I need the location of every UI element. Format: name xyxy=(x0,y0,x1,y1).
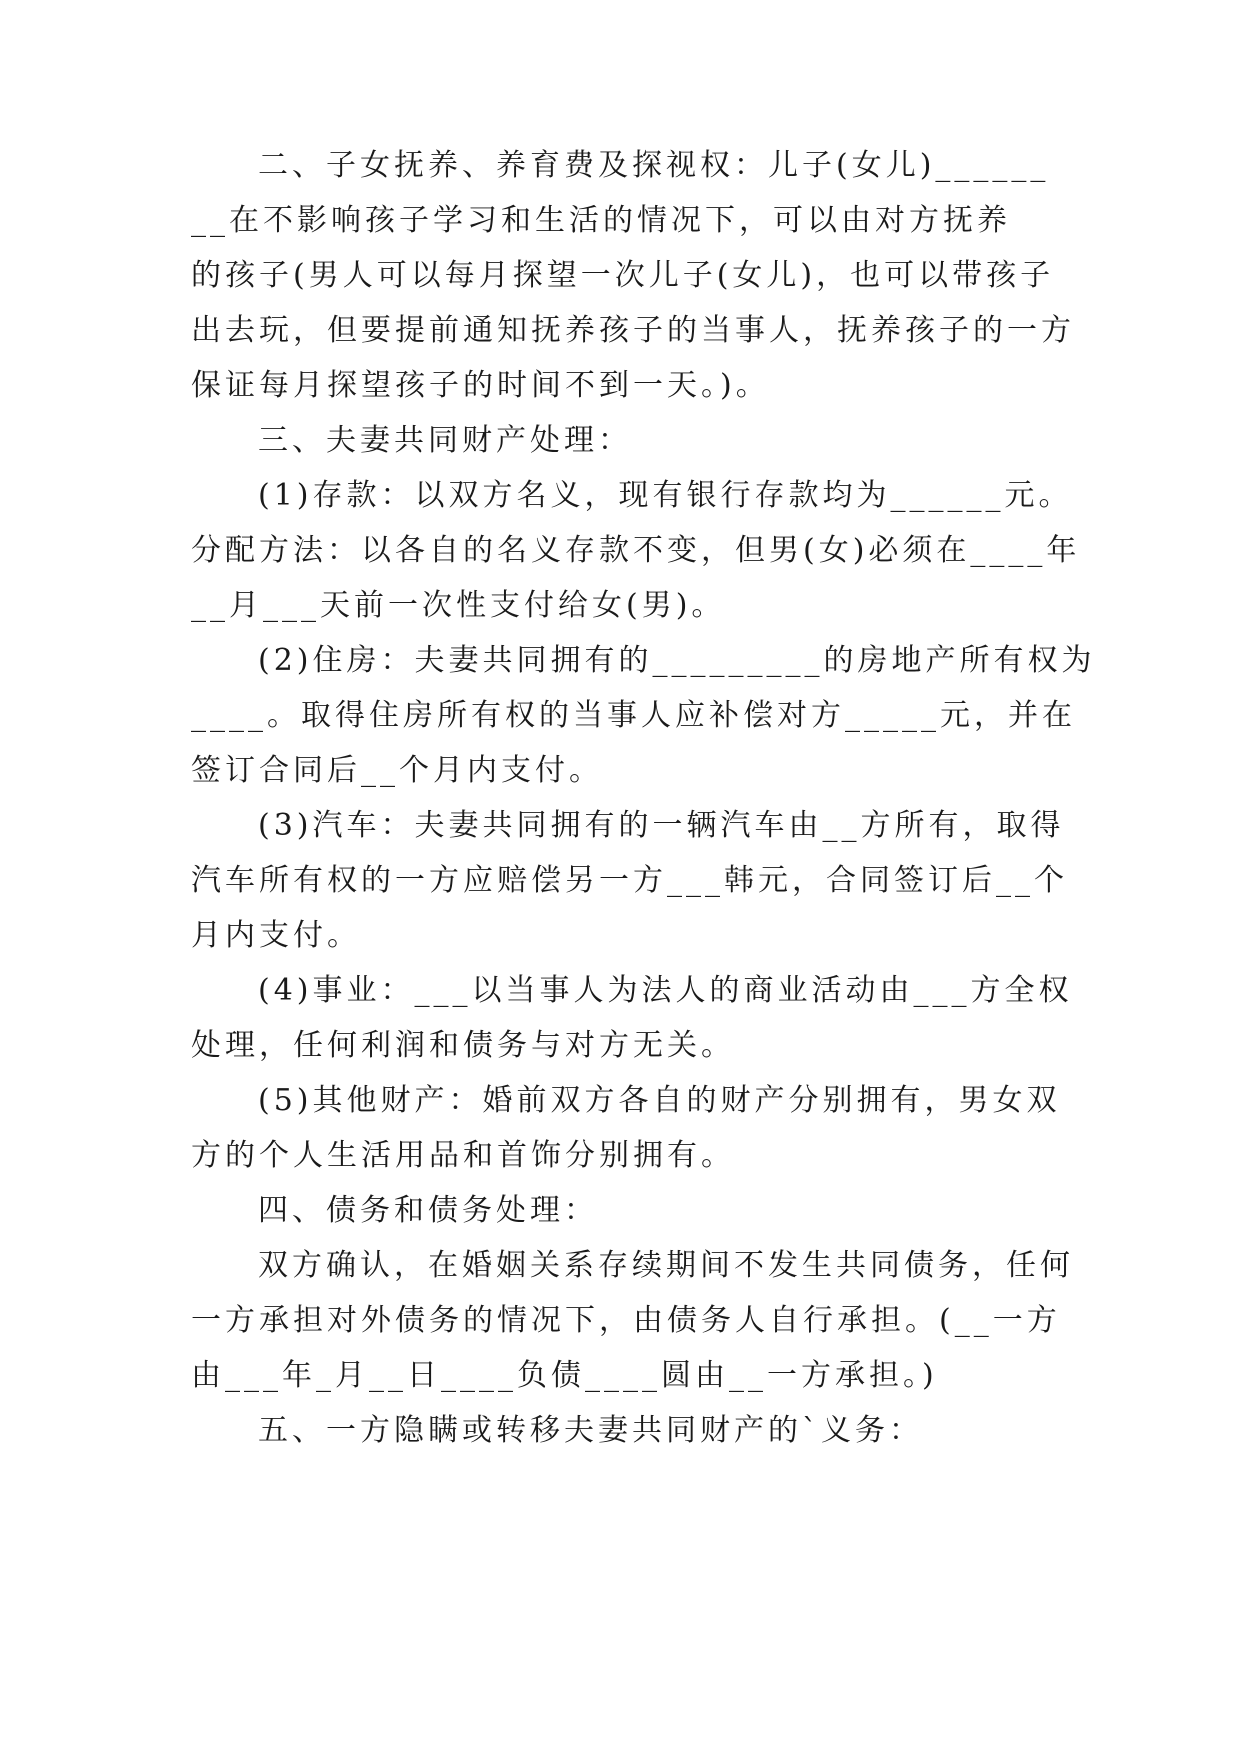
paragraph-line: 汽车所有权的一方应赔偿另一方___韩元，合同签订后__个 xyxy=(191,863,1068,898)
paragraph-line: 由___年_月__日____负债____圆由__一方承担。) xyxy=(191,1358,938,1393)
paragraph-line: (1)存款：以双方名义，现有银行存款均为______元。 xyxy=(258,478,1073,513)
paragraph-line: 一方承担对外债务的情况下，由债务人自行承担。(__一方 xyxy=(191,1303,1061,1338)
paragraph-line: (3)汽车：夫妻共同拥有的一辆汽车由__方所有，取得 xyxy=(258,808,1065,843)
paragraph-line: 方的个人生活用品和首饰分别拥有。 xyxy=(191,1138,735,1173)
paragraph-line: 保证每月探望孩子的时间不到一天。)。 xyxy=(191,368,770,403)
paragraph-line: (2)住房：夫妻共同拥有的_________的房地产所有权为 xyxy=(258,643,1096,678)
paragraph-line: 分配方法：以各自的名义存款不变，但男(女)必须在____年 xyxy=(191,533,1081,568)
paragraph-line: 出去玩，但要提前通知抚养孩子的当事人，抚养孩子的一方 xyxy=(191,313,1075,348)
paragraph-line: (5)其他财产：婚前双方各自的财产分别拥有，男女双 xyxy=(258,1083,1061,1118)
section-heading-joint-property: 三、夫妻共同财产处理： xyxy=(258,423,632,458)
paragraph-line: 签订合同后__个月内支付。 xyxy=(191,753,603,788)
paragraph-line: (4)事业：___以当事人为法人的商业活动由___方全权 xyxy=(258,973,1073,1008)
section-heading-child-custody: 二、子女抚养、养育费及探视权：儿子(女儿)______ xyxy=(258,148,1050,183)
paragraph-line: __在不影响孩子学习和生活的情况下，可以由对方抚养 xyxy=(191,203,1011,238)
section-heading-debts: 四、债务和债务处理： xyxy=(258,1193,598,1228)
paragraph-line: __月___天前一次性支付给女(男)。 xyxy=(191,588,726,623)
paragraph-line: 双方确认，在婚姻关系存续期间不发生共同债务，任何 xyxy=(258,1248,1074,1283)
paragraph-line: 月内支付。 xyxy=(191,918,361,953)
paragraph-line: 处理，任何利润和债务与对方无关。 xyxy=(191,1028,735,1063)
paragraph-line: 的孩子(男人可以每月探望一次儿子(女儿)，也可以带孩子 xyxy=(191,258,1055,293)
section-heading-concealment: 五、一方隐瞒或转移夫妻共同财产的`义务： xyxy=(258,1413,923,1448)
paragraph-line: ____。取得住房所有权的当事人应补偿对方_____元，并在 xyxy=(191,698,1076,733)
